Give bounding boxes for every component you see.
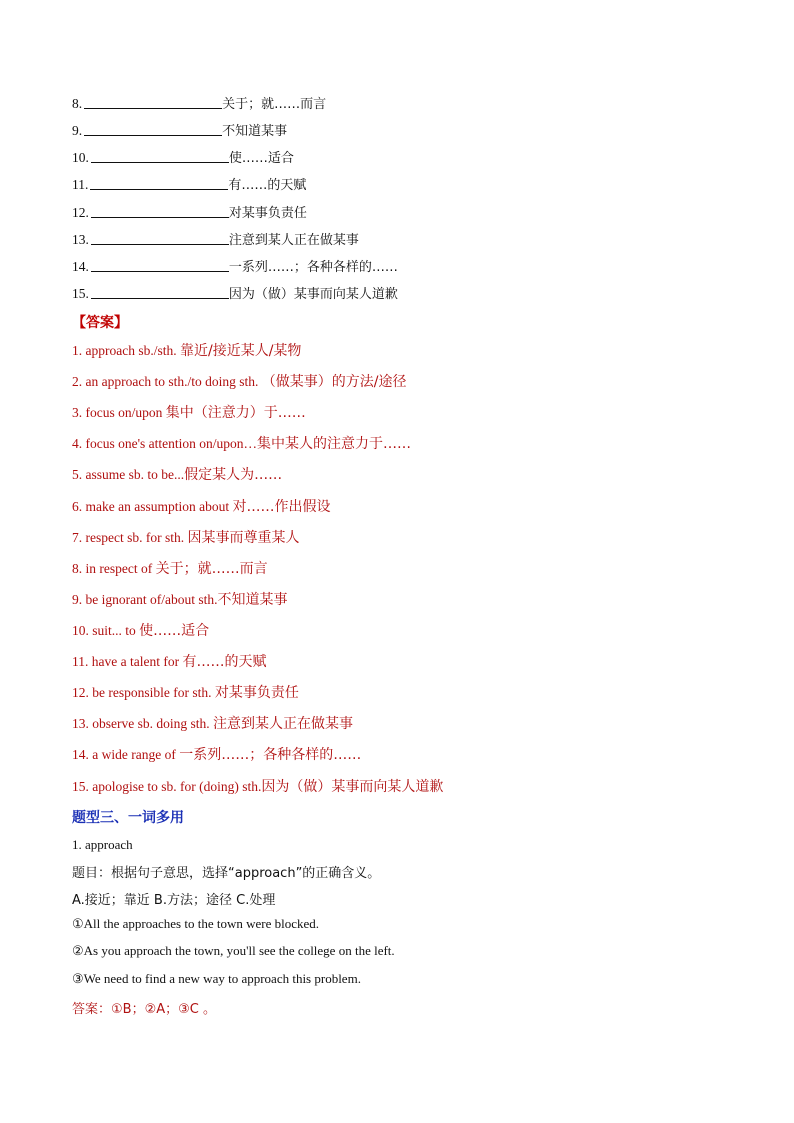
blank-row xyxy=(72,230,359,250)
blank-row xyxy=(72,203,307,223)
answer-row xyxy=(72,651,266,673)
answer-chinese: 对某事负责任 xyxy=(214,685,299,701)
answer-english: 12. be responsible for sth. xyxy=(72,685,215,700)
blank-line[interactable] xyxy=(84,94,222,109)
blank-row xyxy=(72,175,306,195)
answer-row xyxy=(72,371,406,393)
blank-number: 9. xyxy=(72,123,83,138)
blank-meaning: 对某事负责任 xyxy=(228,206,307,221)
answer-english: 8. in respect of xyxy=(72,561,156,576)
example-sentence: ③We need to find a new way to approach this problem. xyxy=(72,971,361,986)
answer-row xyxy=(72,682,299,704)
answer-chinese: 注意到某人正在做某事 xyxy=(213,716,353,732)
blank-meaning: 使……适合 xyxy=(228,151,294,166)
blank-line[interactable] xyxy=(91,203,229,218)
answer-row xyxy=(72,744,361,766)
blank-number: 12. xyxy=(72,205,89,220)
answer-row xyxy=(72,464,282,486)
answer-chinese: 对……作出假设 xyxy=(232,499,331,515)
answer-chinese: 靠近/接近某人/某物 xyxy=(179,343,302,359)
answer-english: 3. focus on/upon xyxy=(72,405,166,420)
blank-line[interactable] xyxy=(91,230,229,245)
answer-row xyxy=(72,558,268,580)
answer-english: 10. suit... to xyxy=(72,623,140,638)
answer-english: 13. observe sb. doing sth. xyxy=(72,716,213,731)
answer-english: 5. assume sb. to be... xyxy=(72,467,185,482)
blank-row xyxy=(72,94,326,114)
blank-row xyxy=(72,257,398,277)
answer-chinese: 不知道某事 xyxy=(217,592,288,608)
blank-meaning: 一系列……；各种各样的…… xyxy=(228,260,398,275)
blank-number: 10. xyxy=(72,150,89,165)
answer-chinese: 因为（做）某事而向某人道歉 xyxy=(261,779,444,795)
answer-english: 2. an approach to sth./to doing sth. xyxy=(72,374,262,389)
answer-chinese: 集中某人的注意力于…… xyxy=(257,436,412,452)
answer-row xyxy=(72,340,301,362)
question-word: 1. approach xyxy=(72,837,133,852)
blank-number: 14. xyxy=(72,259,89,274)
answer-chinese: 假定某人为…… xyxy=(184,467,283,483)
blank-number: 13. xyxy=(72,232,89,247)
answer-row xyxy=(72,527,299,549)
answer-chinese: （做某事）的方法/途径 xyxy=(261,374,407,390)
blank-number: 11. xyxy=(72,177,89,192)
answer-row xyxy=(72,589,287,611)
answer-english: 1. approach sb./sth. xyxy=(72,343,180,358)
blank-line[interactable] xyxy=(90,175,228,190)
answer-chinese: 集中（注意力）于…… xyxy=(165,405,306,421)
answer-row xyxy=(72,776,443,798)
blank-row xyxy=(72,284,398,304)
answer-english: 6. make an assumption about xyxy=(72,499,233,514)
answer-row xyxy=(72,713,353,735)
question-options: A.接近；靠近 B.方法；途径 C.处理 xyxy=(72,893,276,908)
answer-english: 4. focus one's attention on/upon… xyxy=(72,436,258,451)
answer-english: 11. have a talent for xyxy=(72,654,183,669)
answer-chinese: 有……的天赋 xyxy=(182,654,267,670)
answer-chinese: 关于；就……而言 xyxy=(155,561,268,577)
answer-header: 【答案】 xyxy=(72,315,128,331)
answer-english: 15. apologise to sb. for (doing) sth. xyxy=(72,779,262,794)
blank-number: 15. xyxy=(72,286,89,301)
blank-row xyxy=(72,121,287,141)
example-sentence: ②As you approach the town, you'll see the college on the left. xyxy=(72,943,395,958)
answer-row xyxy=(72,402,306,424)
answer-english: 9. be ignorant of/about sth. xyxy=(72,592,218,607)
blank-meaning: 关于；就……而言 xyxy=(222,97,327,112)
blank-meaning: 注意到某人正在做某事 xyxy=(228,233,359,248)
answer-row xyxy=(72,620,209,642)
question-prompt: 题目：根据句子意思，选择“approach”的正确含义。 xyxy=(72,866,381,881)
example-sentence: ①All the approaches to the town were blocked. xyxy=(72,916,320,931)
answer-chinese: 使……适合 xyxy=(139,623,210,639)
answer-english: 14. a wide range of xyxy=(72,747,180,762)
section-title: 题型三、一词多用 xyxy=(72,810,184,826)
blank-meaning: 不知道某事 xyxy=(222,124,288,139)
blank-row xyxy=(72,148,294,168)
blank-line[interactable] xyxy=(91,284,229,299)
blank-line[interactable] xyxy=(91,148,229,163)
blank-meaning: 有……的天赋 xyxy=(228,178,307,193)
blank-number: 8. xyxy=(72,96,83,111)
blank-line[interactable] xyxy=(84,121,222,136)
answer-row xyxy=(72,496,330,518)
blank-line[interactable] xyxy=(91,257,229,272)
question-answer: 答案：①B；②A；③C 。 xyxy=(72,1002,216,1017)
blank-meaning: 因为（做）某事而向某人道歉 xyxy=(228,287,398,302)
answer-chinese: 一系列……；各种各样的…… xyxy=(179,747,362,763)
answer-english: 7. respect sb. for sth. xyxy=(72,530,188,545)
answer-chinese: 因某事而尊重某人 xyxy=(187,530,300,546)
answer-row xyxy=(72,433,411,455)
